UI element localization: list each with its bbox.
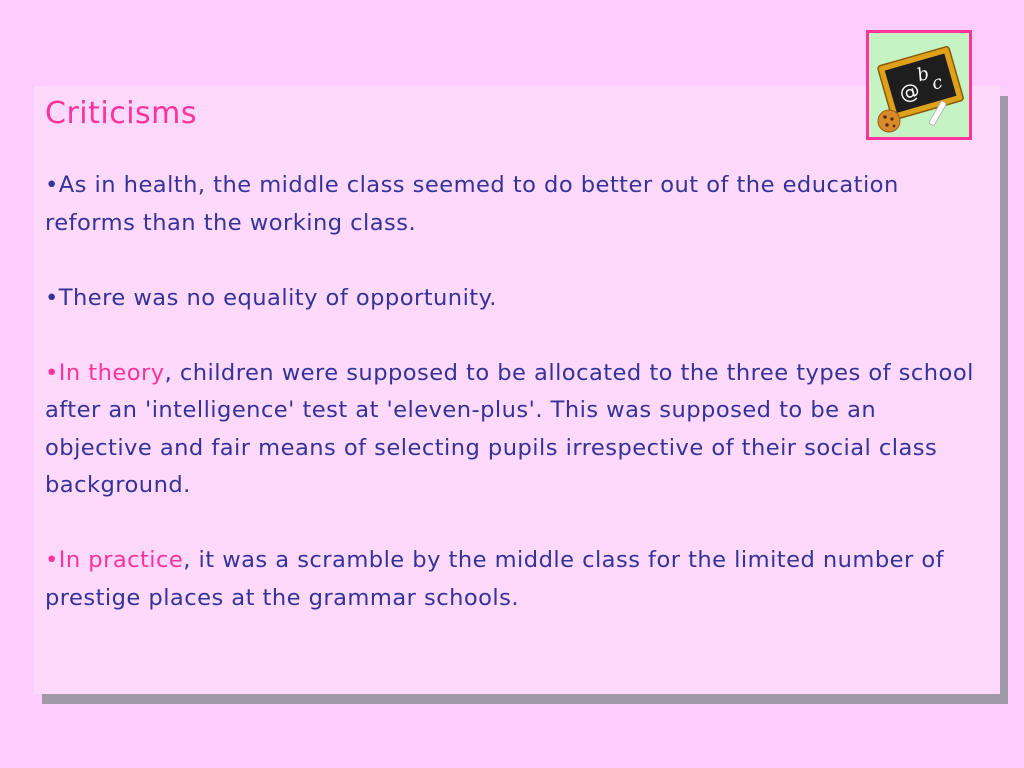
chalkboard-clipart	[866, 30, 972, 140]
bullet-point	[45, 167, 990, 242]
bullet-marker: •	[45, 284, 59, 311]
bullet-text: , children were supposed to be allocated to the three types of school after an 'intelligence' test at 'eleven-plus'. This was supposed to be an objective and fair means of selecting pupils irrespective of their social class background.	[45, 359, 974, 498]
bullet-marker: •	[45, 359, 59, 386]
bullet-text: , it was a scramble by the middle class for the limited number of prestige places at the grammar schools.	[45, 547, 945, 611]
chalk-glyph: c	[929, 71, 946, 95]
slide-title: Criticisms	[45, 96, 198, 131]
bullet-highlight: In practice	[58, 547, 184, 573]
bullet-point	[45, 542, 990, 617]
chalk-glyph: @	[896, 77, 923, 106]
bullet-highlight: In theory	[58, 359, 165, 386]
chalk-glyph: b	[914, 62, 932, 87]
chalkboard-icon	[869, 33, 969, 137]
bullet-point	[45, 280, 990, 318]
bullet-marker: •	[45, 172, 59, 198]
bullet-text: There was no equality of opportunity.	[58, 284, 497, 311]
slide-body	[45, 167, 990, 655]
bullet-marker: •	[45, 547, 59, 573]
bullet-text: As in health, the middle class seemed to do better out of the education reforms than the working class.	[45, 172, 899, 236]
bullet-point	[45, 355, 990, 505]
